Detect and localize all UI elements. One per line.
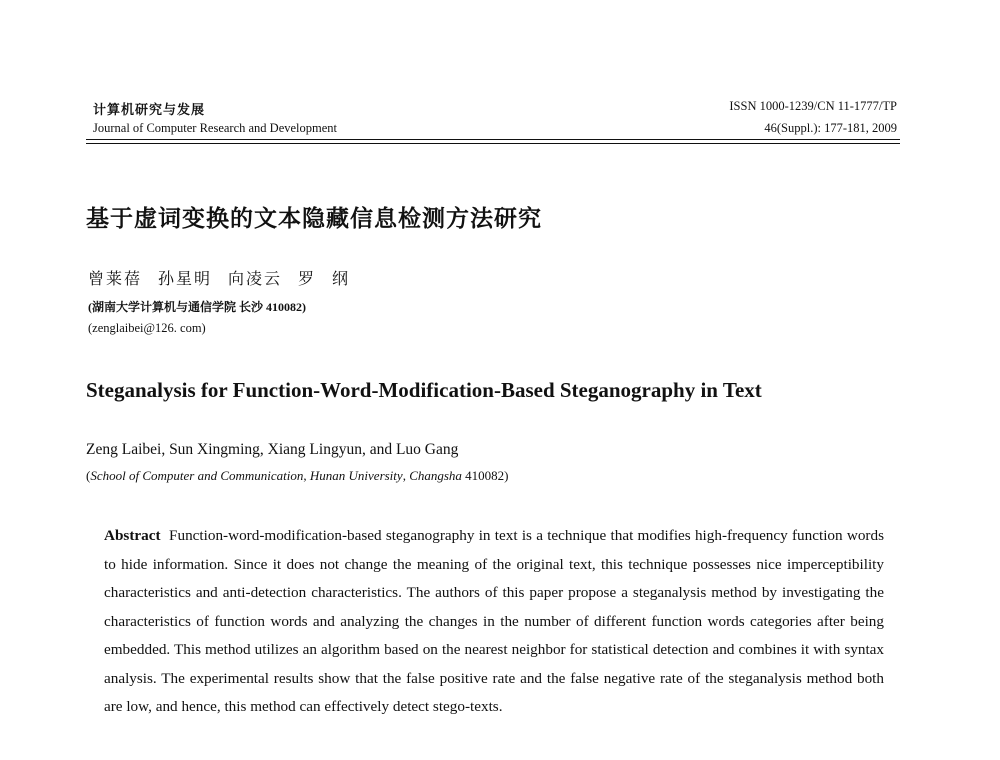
affiliation-university: Hunan University — [309, 468, 403, 483]
abstract — [104, 522, 884, 722]
journal-name-en: Journal of Computer Research and Development — [93, 121, 338, 135]
journal-name-cn: 计算机研究与发展 — [93, 102, 206, 117]
affiliation-postcode: 410082 — [465, 468, 505, 483]
paper-title-cn: 基于虚词变换的文本隐藏信息检测方法研究 — [86, 206, 542, 232]
authors-cn: 曾莱蓓 孙星明 向凌云 罗 纲 — [88, 271, 351, 288]
author-email: (zenglaibei@126. com) — [88, 321, 206, 335]
affiliation-cn: (湖南大学计算机与通信学院 长沙 410082) — [88, 300, 306, 314]
header-rule-top — [86, 139, 900, 140]
abstract-label: Abstract — [104, 527, 161, 544]
issn: ISSN 1000-1239/CN 11-1777/TP — [729, 99, 897, 113]
affiliation-city: Changsha — [409, 468, 462, 483]
header-rule-bottom — [86, 143, 900, 144]
authors-en: Zeng Laibei, Sun Xingming, Xiang Lingyun, and Luo Gang — [86, 441, 459, 458]
volume-pages: 46(Suppl.): 177-181, 2009 — [764, 121, 897, 135]
affiliation-en: (School of Computer and Communication, Hunan University, Changsha 410082) — [86, 468, 509, 483]
paper-title-en: Steganalysis for Function-Word-Modification-Based Steganography in Text — [86, 378, 762, 402]
abstract-text: Function-word-modification-based steganography in text is a technique that modifies high-frequency function words to hide information. Since it does not change the meaning of the original text, this technique possesses nice imperceptibility characteristics and anti-detection characteristics. The authors of this paper propose a steganalysis method by investigating the characteristics of function words and analyzing the changes in the number of different function words categories after being embedded. This method utilizes an algorithm based on the nearest neighbor for statistical detection and combines it with syntax analysis. The experimental results show that the false positive rate and the false negative rate of the steganalysis method both are low, and hence, this method can effectively detect stego-texts. — [104, 527, 884, 715]
affiliation-school: School of Computer and Communication — [90, 468, 304, 483]
